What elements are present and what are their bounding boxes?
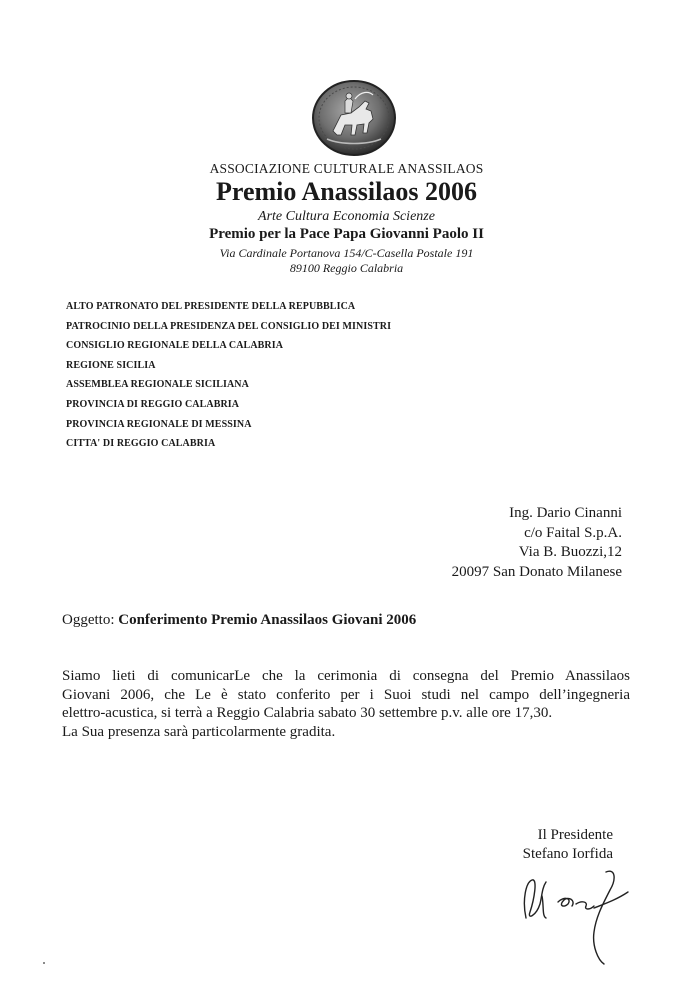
peace-prize-title: Premio per la Pace Papa Giovanni Paolo II: [209, 226, 484, 242]
recipient-company: c/o Faital S.p.A.: [524, 524, 622, 541]
patronage-item: ALTO PATRONATO DEL PRESIDENTE DELLA REPUBBLICA: [66, 301, 356, 312]
signatory-name: Stefano Iorfida: [522, 845, 613, 862]
recipient-street: Via B. Buozzi,12: [518, 544, 622, 560]
patronage-item: REGIONE SICILIA: [66, 359, 156, 371]
recipient-name: Ing. Dario Cinanni: [509, 505, 622, 521]
signatory-role: Il Presidente: [537, 827, 613, 843]
subject-line: [62, 612, 416, 629]
letterhead-title: Premio Anassilaos 2006: [216, 177, 477, 206]
patronage-item: ASSEMBLEA REGIONALE SICILIANA: [66, 379, 249, 391]
letterhead-city: 89100 Reggio Calabria: [289, 261, 404, 275]
signature-block: [523, 826, 613, 863]
body-closing: La Sua presenza sarà particolarmente gradita.: [62, 723, 336, 740]
letterhead-subtitle: Arte Cultura Economia Scienze: [258, 209, 435, 224]
patronage-item: CITTA' DI REGGIO CALABRIA: [66, 438, 216, 450]
letterhead-address: Via Cardinale Portanova 154/C-Casella Postale 191: [219, 246, 474, 260]
ancient-coin-quadriga-icon: [311, 79, 397, 157]
association-name: ASSOCIAZIONE CULTURALE ANASSILAOS: [209, 161, 484, 176]
body-line: Giovani 2006, che Le è stato conferito per i Suoi studi nel campo dell’ingegneria: [62, 686, 630, 703]
patronage-list: [66, 297, 391, 454]
scan-speck: [43, 962, 45, 964]
letter-body: [62, 667, 630, 741]
body-paragraph: [62, 667, 630, 741]
patronage-item: PROVINCIA REGIONALE DI MESSINA: [66, 418, 252, 430]
body-line: Siamo lieti di comunicarLe che la cerimonia di consegna del Premio Anassilaos: [62, 668, 630, 684]
patronage-item: CONSIGLIO REGIONALE DELLA CALABRIA: [66, 340, 284, 352]
patronage-item: PROVINCIA DI REGGIO CALABRIA: [66, 398, 240, 410]
subject-label: Oggetto:: [62, 612, 115, 628]
recipient-city: 20097 San Donato Milanese: [451, 563, 622, 580]
subject-text: Conferimento Premio Anassilaos Giovani 2006: [118, 612, 417, 628]
body-line: elettro-acustica, si terrà a Reggio Calabria sabato 30 settembre p.v. alle ore 17,30.: [62, 705, 553, 722]
handwritten-signature-icon: [512, 860, 642, 970]
recipient-address: [452, 504, 622, 582]
patronage-item: PATROCINIO DELLA PRESIDENZA DEL CONSIGLIO DEI MINISTRI: [66, 320, 392, 332]
